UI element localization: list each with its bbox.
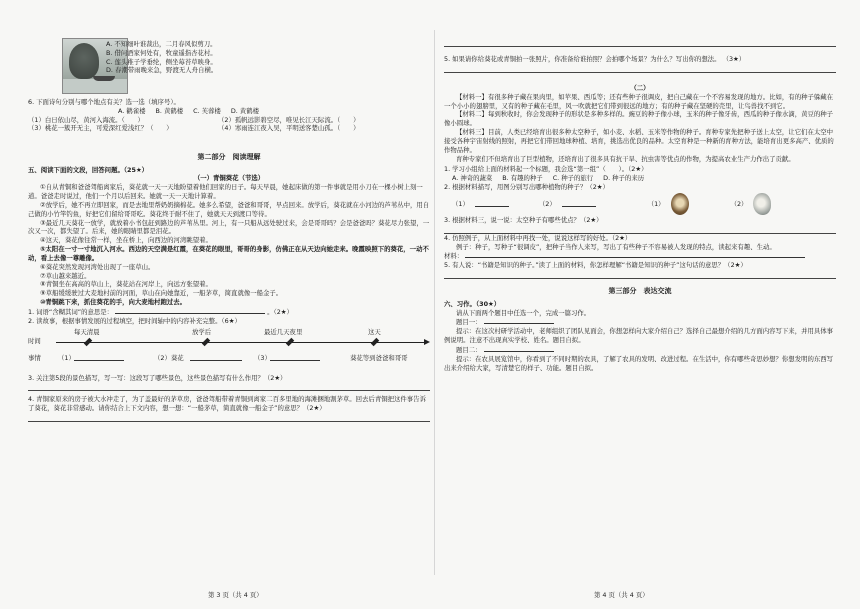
q5-line bbox=[444, 55, 836, 64]
q6-option-d: D. 黄鹤楼 bbox=[230, 106, 259, 115]
topic1-hint: 提示：在这次村研学活动中，老师组织了团队见面会，你想怎样向大家介绍自己？选择自己最想介绍的几方面内容写下来，并用具体事例说明。注意不出现真实学校、姓名。题目自拟。 bbox=[444, 327, 834, 345]
material-close: 育种专家们不但培育出了巨型植物，还培育出了很多具有抗干旱、抗虫害等优点的作物，为提高农业生产力作出了贡献。 bbox=[456, 154, 795, 163]
topic2-hint: 提示：在农具展览馆中，你看到了不同时期的农具，了解了农具的发明、改进过程。在生活中，你有哪些奇思妙想？你想发明的东西写出来介绍给大家，写清楚它的样子、功能。题目自拟。 bbox=[444, 354, 834, 372]
poem-option-d: D. 春潮带雨晚来急，野渡无人舟自横。 bbox=[106, 66, 218, 75]
r-q2-label-1: （1） bbox=[452, 199, 469, 208]
timeline-bottom-3: （3） bbox=[254, 353, 271, 362]
q5-stem: 5. 如果请你给葵花或青铜拍一张照片，你准备给谁拍照？会拍哪个场景？为什么？写出你的想法。 bbox=[444, 55, 721, 63]
timeline-blank-3[interactable] bbox=[270, 354, 320, 361]
r-q1-options bbox=[444, 174, 836, 183]
q4-stem: 4. 青铜家原来的房子被大水冲走了，为了盖最好的茅草房，爸爸驾船带着青铜到离家二百多里地的海滩捆地割茅草。回去后青铜把这件事告诉了葵花，葵花非常感动。请你结合上下文内容，想一想：“一船茅草，简直就像一船金子”的意思？（2★） bbox=[28, 395, 426, 413]
page-3 bbox=[28, 0, 430, 609]
q1-score: 。（2★） bbox=[267, 307, 293, 316]
timeline-time-label: 时间 bbox=[28, 336, 41, 345]
q6-options bbox=[28, 107, 430, 116]
r-q1-option-c[interactable]: C. 种子的旅行 bbox=[552, 174, 594, 183]
q6-option-c: C. 芙蓉楼 bbox=[193, 106, 221, 115]
page-4-footer: 第 4 页（共 4 页） bbox=[594, 591, 649, 600]
passage-para-9: ⑨草船缓缓驶过大麦地村前的河面，草山在向她靠近，一船茅草，简直就像一船金子。 bbox=[40, 289, 283, 298]
timeline-node-4 bbox=[371, 337, 379, 345]
r-q4-stem: 4. 仿照例子，从上面材料中再找一处，说说这样写的好处。（2★） bbox=[444, 233, 632, 242]
topic2-label: 题目二： bbox=[456, 345, 482, 354]
poem-option-a: A. 不知细叶谁裁出，二月春风似剪刀。 bbox=[106, 40, 217, 48]
reading-section bbox=[28, 150, 430, 422]
q5-score: （3★） bbox=[722, 55, 746, 63]
reading-2 bbox=[444, 84, 836, 372]
passage-para-6: ⑥葵花突然发现河湾处出现了一座草山。 bbox=[40, 262, 155, 271]
sec6-title: 六、习作。（30★） bbox=[444, 299, 501, 308]
r-q4-line bbox=[444, 251, 836, 261]
q6-item-1: （1）白日依山尽，黄河入海流。（ ） bbox=[28, 115, 144, 124]
topic2-line bbox=[444, 345, 836, 355]
sec6-intro: 请从下面两个题目中任选一个，完成一篇习作。 bbox=[456, 308, 591, 317]
r-q2-label-3: （1） bbox=[647, 199, 665, 208]
r-q2-label-4: （2） bbox=[730, 199, 748, 208]
q3-stem: 3. 关注第5段的景色描写，写一写：这段写了哪些景色，这些景色描写有什么作用？（2★） bbox=[28, 373, 287, 382]
seed-image-2 bbox=[753, 193, 771, 215]
timeline-bottom-1: （1） bbox=[58, 353, 75, 362]
r-q4-label: 材料： bbox=[444, 252, 464, 261]
material-1: 【材料一】有很多种子藏在果肉里，如苹果、西瓜等；还有些种子很调皮，把自己藏在一个不容易发现的地方。比如，有的种子躲藏在一个小小的翅膀里，又有的种子藏在毛里，风一吹就把它们带到很远的地方；有的种子藏在坚硬的壳里，让鸟兽找不到它。 bbox=[444, 92, 834, 110]
part3-title: 第三部分 表达交流 bbox=[608, 287, 672, 296]
r-q4-answer-blank[interactable] bbox=[465, 251, 805, 258]
passage-para-5: ⑤太阳在一寸一寸地沉入河水。西边的天空满是红霞，在葵花的眼里，哥哥的身影，仿佛正在从天边向她走来。晚霞映照下的葵花，一动不动，看上去像一尊雕像。 bbox=[28, 245, 429, 262]
seed-image-1 bbox=[671, 193, 689, 215]
q6-item-3: （3）桃花一簇开无主，可爱深红爱浅红？（ ） bbox=[28, 124, 173, 133]
q6-items bbox=[28, 116, 430, 134]
passage-para-7: ⑦草山越来越近。 bbox=[40, 271, 91, 280]
q1-line bbox=[28, 307, 430, 317]
passage-para-4: ④这天，葵花像往常一样，坐在桥上，向西边的河湾眺望着。 bbox=[40, 236, 212, 245]
timeline-node-2 bbox=[202, 337, 210, 345]
sub2-title: （二） bbox=[630, 84, 650, 92]
part2-title: 第二部分 阅读理解 bbox=[197, 153, 261, 161]
r-q2-label-2: （2） bbox=[538, 199, 556, 208]
passage-para-10: ⑩青铜跳下来，抓住葵花的手，向大麦地村跑过去。 bbox=[40, 298, 187, 307]
poem-options bbox=[106, 40, 406, 75]
passage-title: （一）青铜葵花（节选） bbox=[193, 174, 265, 183]
passage-para-8: ⑧青铜坐在高高的草山上，葵花站在河岸上，向远方张望着。 bbox=[40, 280, 212, 289]
q3-answer-line[interactable] bbox=[28, 382, 430, 391]
r-q5-answer-line[interactable] bbox=[444, 270, 836, 279]
q1-stem: 1. 词语“含糊其词”的意思是： bbox=[28, 307, 114, 316]
r-q1-option-d[interactable]: D. 种子的来历 bbox=[603, 174, 645, 183]
timeline bbox=[28, 328, 430, 372]
timeline-arrow-icon bbox=[424, 339, 430, 345]
q5-answer-line[interactable] bbox=[444, 64, 836, 73]
question-6 bbox=[28, 98, 430, 133]
timeline-node-1 bbox=[84, 337, 92, 345]
r-q2-blank-1[interactable] bbox=[475, 200, 509, 207]
q6-option-a: A. 鹳雀楼 bbox=[118, 106, 146, 115]
timeline-bottom-0: 事情 bbox=[28, 353, 41, 362]
r-q5-stem: 5. 有人说：“书籍是知识的种子。”读了上面的材料，你怎样理解“书籍是知识的种子”这句话的意思？（2★） bbox=[444, 261, 747, 270]
timeline-node-3 bbox=[286, 337, 294, 345]
timeline-top-4: 这天 bbox=[368, 327, 381, 336]
poem-option-c: C. 莲头稚子学垂纶，侧坐莓苔草映身。 bbox=[106, 57, 217, 66]
column-divider bbox=[434, 30, 435, 575]
page-4 bbox=[444, 0, 836, 609]
passage-para-2: ②放学后，她不再立即回家，而是去地里帮奶奶摘棉花。她多么希望，爸爸和哥哥，早点回来。放学后，葵花就在小河边的芦苇丛中，用自己做的小竹竿钓鱼，好把它们留给哥哥吃。葵花终于耐不住了，她就天天到渡口等待。 bbox=[28, 200, 430, 218]
r-q1-option-b[interactable]: B. 有趣的种子 bbox=[502, 174, 543, 183]
timeline-blank-1[interactable] bbox=[74, 354, 124, 361]
q6-item-2: （2）孤帆远影碧空尽，唯见长江天际流。（ ） bbox=[218, 115, 360, 124]
topic2-title-blank[interactable] bbox=[484, 345, 554, 352]
r-q2-images bbox=[444, 192, 836, 216]
q6-stem: 6. 下面诗句分别与哪个地点有关？选一选（填序号）。 bbox=[28, 98, 180, 106]
q4-answer-line[interactable] bbox=[28, 413, 430, 422]
passage-para-3: ③最近几天葵花一放学，就放着小书包赶到路边的芦苇丛里。河上，有一只船从远处驶过来，会是哥哥吗？会是爸爸吗？葵花尽力张望，一次又一次，都失望了。后来，她的眼睛里都是泪花。 bbox=[28, 218, 430, 236]
r-q2-stem: 2. 根据材料描写，用图分别写出哪种植物的种子？（2★） bbox=[444, 183, 609, 192]
q6-option-b: B. 黄鹤楼 bbox=[155, 106, 184, 115]
r-q4-example: 例子：种子，写种子“很调皮”，把种子当作人来写，写出了有些种子不容易被人发现的特点，读起来有趣、生动。 bbox=[456, 242, 776, 251]
passage-para-1: ①自从青铜和爸爸驾船离家后，葵花就一天一天地盼望着他们回家的日子。每天早晨，她起床做的第一件事就是用小刀在一棵小树上刻一道。爸爸走时说过，他们一个月以后回来。她就一天一天地计算着。 bbox=[28, 183, 423, 201]
timeline-bottom-4: 葵花等到爸爸和哥哥 bbox=[350, 353, 408, 362]
q5-top-line bbox=[444, 38, 836, 47]
timeline-top-2: 放学后 bbox=[192, 327, 212, 336]
material-3: 【材料三】目前，人类已经培育出很多种太空种子，如小麦、水稻、玉米等作物的种子。育种专家先把种子送上太空，让它们在太空中接受各种宇宙射线的照射，再把它们带回地球种植、培育，挑选出优良的品种。太空育种是一种新的育种方法，能培育出更多高产、优质的作物品种。 bbox=[444, 128, 834, 154]
r-q3-answer-line[interactable] bbox=[444, 225, 836, 234]
timeline-top-1: 每天清晨 bbox=[74, 327, 100, 336]
topic1-label: 题目一： bbox=[456, 318, 482, 327]
r-q2-blank-2[interactable] bbox=[562, 200, 596, 207]
material-2: 【材料二】每到秋收时，你会发现种子的形状是多种多样的。豌豆的种子像小球，玉米的种子像牙齿，西瓜的种子像水滴，黄豆的种子像小圆球。 bbox=[444, 110, 834, 128]
topic1-title-blank[interactable] bbox=[484, 317, 554, 324]
q1-answer-blank[interactable] bbox=[115, 307, 265, 314]
topic1-line bbox=[444, 317, 836, 327]
q6-item-4: （4）寒雨连江夜入吴，平明送客楚山孤。（ ） bbox=[218, 124, 360, 133]
q2-stem: 2. 读故事，根据事情发展的过程填空，把时间轴中的内容补充完整。（6★） bbox=[28, 316, 241, 325]
timeline-bottom-2: （2）葵花 bbox=[154, 353, 184, 362]
q5-block bbox=[444, 38, 836, 73]
r-q3-stem: 3. 根据材料三，说一说：太空种子有哪些优点？（2★） bbox=[444, 215, 603, 224]
poem-option-b: B. 借问酒家何处有，牧童遥指杏花村。 bbox=[106, 48, 217, 57]
r-q1-stem: 1. 学习小组给上面的材料起一个标题，我会选“第一组”（ ）。（2★） bbox=[444, 165, 648, 174]
timeline-top-3: 最近几天夜里 bbox=[264, 327, 303, 336]
sec5-title: 五、阅读下面的文段，回答问题。（25★） bbox=[28, 165, 149, 174]
page-3-footer: 第 3 页（共 4 页） bbox=[208, 591, 263, 600]
timeline-blank-2[interactable] bbox=[190, 354, 242, 361]
r-q1-option-a[interactable]: A. 神奇的蔬菜 bbox=[452, 174, 493, 183]
